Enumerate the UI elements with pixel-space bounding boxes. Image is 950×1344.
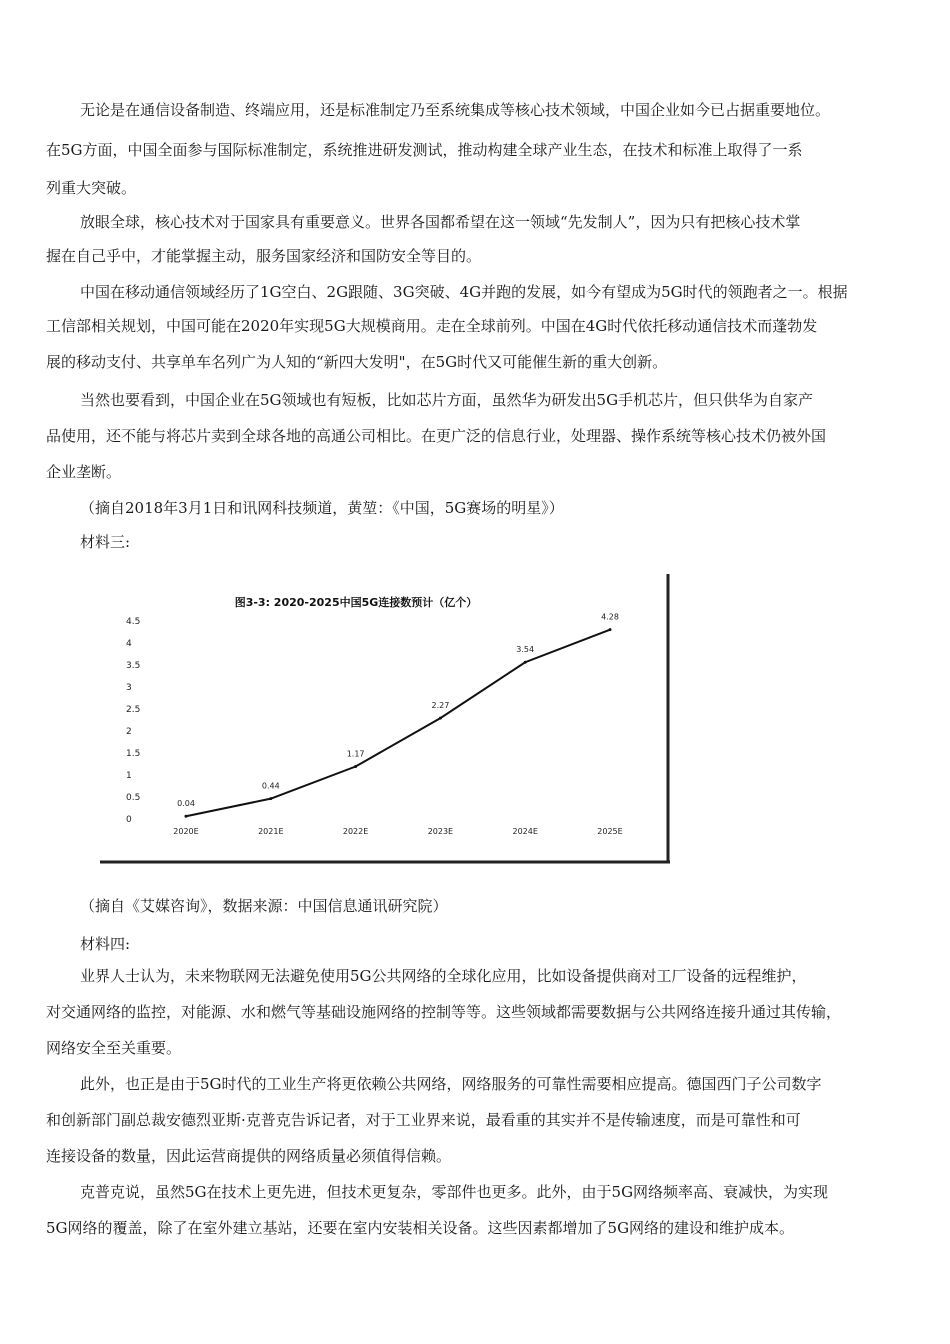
text-line: 企业垄断。 <box>46 463 122 481</box>
data-label: 0.04 <box>177 799 195 809</box>
y-tick-label: 0.5 <box>126 793 141 803</box>
text-line: 无论是在通信设备制造、终端应用，还是标准制定乃至系统集成等核心技术领域，中国企业如今已占据重要地位。 <box>80 101 831 119</box>
data-point <box>185 815 188 818</box>
text-line: 列重大突破。 <box>46 179 137 197</box>
y-tick-label: 3 <box>126 683 132 693</box>
citation-line: （摘自《艾媒咨询》，数据来源：中国信息通讯研究院） <box>80 897 448 915</box>
text-line: 当然也要看到，中国企业在5G领域也有短板，比如芯片方面，虽然华为研发出5G手机芯片，但只供华为自家产 <box>80 391 814 409</box>
material-heading: 材料四: <box>80 935 131 953</box>
x-tick-label: 2024E <box>512 827 538 836</box>
text-line: 放眼全球，核心技术对于国家具有重要意义。世界各国都希望在这一领域“先发制人”，因为只有把核心技术掌 <box>80 213 801 231</box>
data-label: 1.17 <box>346 749 365 759</box>
text-line: 品使用，还不能与将芯片卖到全球各地的高通公司相比。在更广泛的信息行业，处理器、操作系统等核心技术仍被外国 <box>46 427 827 445</box>
data-point <box>269 797 272 800</box>
text-line: 此外，也正是由于5G时代的工业生产将更依赖公共网络，网络服务的可靠性需要相应提高。德国西门子公司数字 <box>80 1075 822 1093</box>
data-label: 3.54 <box>516 645 535 655</box>
x-tick-label: 2022E <box>342 827 369 836</box>
x-tick-label: 2023E <box>427 827 454 836</box>
text-line: 5G网络的覆盖，除了在室外建立基站，还要在室内安装相关设备。这些因素都增加了5G网络的建设和维护成本。 <box>46 1219 795 1237</box>
y-tick-label: 4.5 <box>126 617 141 627</box>
text-line: 握在自己乎中，才能掌握主动，服务国家经济和国防安全等目的。 <box>46 247 482 265</box>
y-tick-label: 2.5 <box>126 705 141 715</box>
citation-line: （摘自2018年3月1日和讯网科技频道，黄堃：《中国，5G赛场的明星》） <box>80 499 564 517</box>
text-line: 展的移动支付、共享单车名列广为人知的“新四大发明"，在5G时代又可能催生新的重大创新。 <box>46 353 668 371</box>
x-axis-ticks <box>173 827 622 836</box>
x-tick-label: 2020E <box>173 827 199 836</box>
y-axis-ticks <box>126 617 140 825</box>
chart-title: 图3-3: 2020-2025中国5G连接数预计（亿个） <box>234 596 478 609</box>
data-label: 0.44 <box>261 781 280 791</box>
y-tick-label: 2 <box>126 727 132 737</box>
data-point <box>354 765 357 768</box>
data-point <box>524 661 527 664</box>
text-line: 中国在移动通信领域经历了1G空白、2G跟随、3G突破、4G并跑的发展，如今有望成为5G时代的领跑者之一。根据 <box>80 283 848 301</box>
series-line-5g-connections <box>186 630 610 817</box>
chart-svg <box>98 572 672 866</box>
data-point <box>609 628 612 631</box>
text-line: 和创新部门副总裁安德烈亚斯·克普克告诉记者，对于工业界来说，最看重的其实并不是传输速度，而是可靠性和可 <box>46 1111 801 1129</box>
x-tick-label: 2021E <box>258 827 284 836</box>
data-label: 2.27 <box>431 701 450 711</box>
text-line: 对交通网络的监控，对能源、水和燃气等基础设施网络的控制等等。这些领域都需要数据与公共网络连接升通过其传输， <box>46 1003 842 1021</box>
material-heading: 材料三: <box>80 533 131 551</box>
y-tick-label: 1.5 <box>126 749 141 759</box>
text-line: 克普克说，虽然5G在技术上更先进，但技术更复杂，零部件也更多。此外，由于5G网络频率高、衰减快，为实现 <box>80 1183 829 1201</box>
y-tick-label: 1 <box>126 771 132 781</box>
x-tick-label: 2025E <box>597 827 623 836</box>
data-labels <box>177 613 619 818</box>
text-line: 工信部相关规划，中国可能在2020年实现5G大规模商用。走在全球前列。中国在4G时代依托移动通信技术而蓬勃发 <box>46 317 818 335</box>
chart-figure <box>98 572 672 866</box>
text-line: 连接设备的数量，因此运营商提供的网络质量必须值得信赖。 <box>46 1147 452 1165</box>
y-tick-label: 3.5 <box>126 661 141 671</box>
y-tick-label: 0 <box>126 815 132 825</box>
data-point <box>439 717 442 720</box>
data-label: 4.28 <box>601 612 619 622</box>
y-tick-label: 4 <box>126 639 132 649</box>
text-line: 网络安全至关重要。 <box>46 1039 182 1057</box>
text-line: 在5G方面，中国全面参与国际标准制定，系统推进研发测试，推动构建全球产业生态，在技术和标准上取得了一系 <box>46 141 803 159</box>
text-line: 业界人士认为，未来物联网无法避免使用5G公共网络的全球化应用，比如设备提供商对工厂设备的远程维护， <box>80 967 807 985</box>
